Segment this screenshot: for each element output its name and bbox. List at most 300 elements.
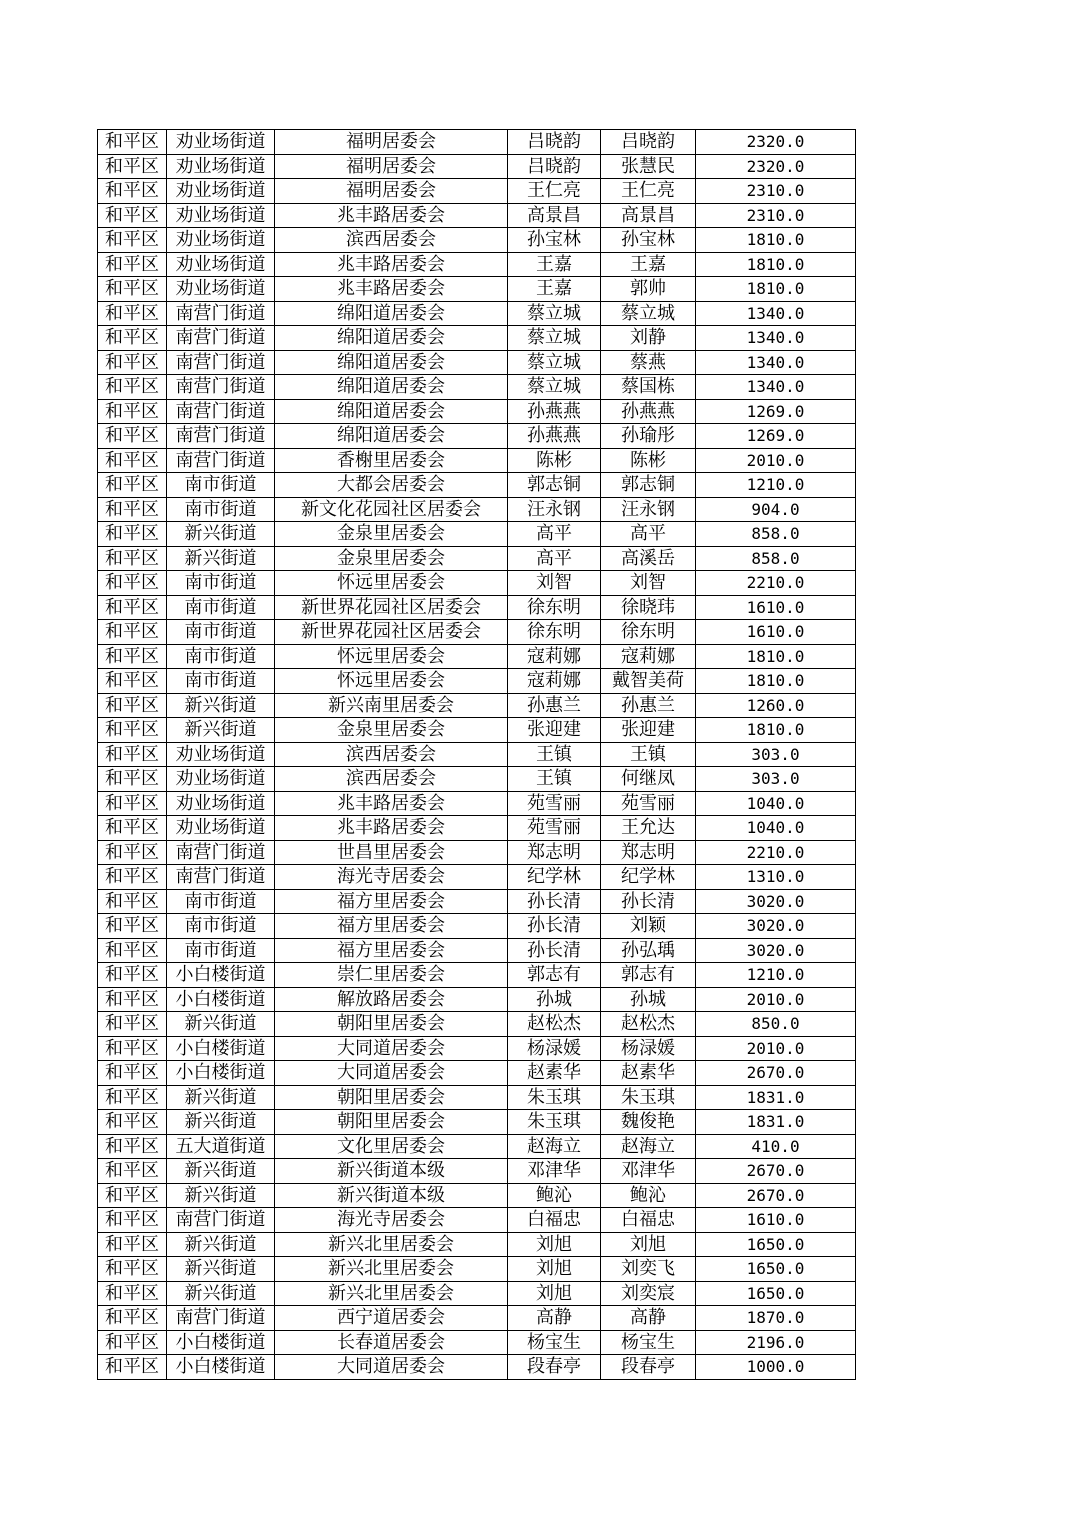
amount-cell: 2010.0	[696, 448, 856, 473]
street-cell: 南市街道	[167, 571, 275, 596]
amount-cell: 2010.0	[696, 1036, 856, 1061]
applicant-cell: 吕晓韵	[508, 154, 601, 179]
amount-cell: 2010.0	[696, 987, 856, 1012]
table-row	[98, 718, 856, 743]
committee-cell: 福方里居委会	[275, 889, 508, 914]
amount-cell: 2310.0	[696, 179, 856, 204]
committee-cell: 滨西居委会	[275, 742, 508, 767]
amount-cell: 2196.0	[696, 1330, 856, 1355]
district-cell: 和平区	[98, 1232, 167, 1257]
amount-cell: 1610.0	[696, 620, 856, 645]
amount-cell: 2210.0	[696, 571, 856, 596]
street-cell: 新兴街道	[167, 1232, 275, 1257]
district-cell: 和平区	[98, 252, 167, 277]
committee-cell: 朝阳里居委会	[275, 1085, 508, 1110]
table-row	[98, 767, 856, 792]
member-cell: 汪永钢	[601, 497, 696, 522]
amount-cell: 1269.0	[696, 399, 856, 424]
table-row	[98, 1134, 856, 1159]
district-cell: 和平区	[98, 791, 167, 816]
applicant-cell: 刘旭	[508, 1232, 601, 1257]
committee-cell: 绵阳道居委会	[275, 399, 508, 424]
committee-cell: 兆丰路居委会	[275, 277, 508, 302]
table-row	[98, 914, 856, 939]
street-cell: 南营门街道	[167, 399, 275, 424]
amount-cell: 1260.0	[696, 693, 856, 718]
committee-cell: 海光寺居委会	[275, 1208, 508, 1233]
district-cell: 和平区	[98, 179, 167, 204]
street-cell: 新兴街道	[167, 1110, 275, 1135]
committee-cell: 文化里居委会	[275, 1134, 508, 1159]
street-cell: 南营门街道	[167, 865, 275, 890]
committee-cell: 新兴北里居委会	[275, 1232, 508, 1257]
street-cell: 南市街道	[167, 620, 275, 645]
member-cell: 蔡国栋	[601, 375, 696, 400]
district-cell: 和平区	[98, 1085, 167, 1110]
committee-cell: 新兴南里居委会	[275, 693, 508, 718]
table-row	[98, 473, 856, 498]
table-row	[98, 571, 856, 596]
street-cell: 南营门街道	[167, 448, 275, 473]
committee-cell: 崇仁里居委会	[275, 963, 508, 988]
street-cell: 劝业场街道	[167, 252, 275, 277]
district-cell: 和平区	[98, 718, 167, 743]
street-cell: 新兴街道	[167, 1257, 275, 1282]
applicant-cell: 苑雪丽	[508, 816, 601, 841]
applicant-cell: 孙宝林	[508, 228, 601, 253]
committee-cell: 兆丰路居委会	[275, 816, 508, 841]
street-cell: 新兴街道	[167, 1085, 275, 1110]
street-cell: 劝业场街道	[167, 228, 275, 253]
table-row	[98, 742, 856, 767]
applicant-cell: 邓津华	[508, 1159, 601, 1184]
member-cell: 高景昌	[601, 203, 696, 228]
committee-cell: 怀远里居委会	[275, 571, 508, 596]
applicant-cell: 高平	[508, 522, 601, 547]
district-cell: 和平区	[98, 669, 167, 694]
committee-cell: 新兴北里居委会	[275, 1281, 508, 1306]
table-row	[98, 326, 856, 351]
table-row	[98, 399, 856, 424]
street-cell: 劝业场街道	[167, 767, 275, 792]
street-cell: 劝业场街道	[167, 277, 275, 302]
district-cell: 和平区	[98, 326, 167, 351]
district-cell: 和平区	[98, 987, 167, 1012]
committee-cell: 福方里居委会	[275, 938, 508, 963]
amount-cell: 1310.0	[696, 865, 856, 890]
amount-cell: 1210.0	[696, 963, 856, 988]
applicant-cell: 郭志有	[508, 963, 601, 988]
district-cell: 和平区	[98, 1330, 167, 1355]
table-row	[98, 252, 856, 277]
committee-cell: 金泉里居委会	[275, 718, 508, 743]
committee-cell: 福明居委会	[275, 130, 508, 155]
amount-cell: 1831.0	[696, 1110, 856, 1135]
amount-cell: 1810.0	[696, 669, 856, 694]
amount-cell: 1040.0	[696, 816, 856, 841]
table-row	[98, 179, 856, 204]
table-row	[98, 791, 856, 816]
district-cell: 和平区	[98, 522, 167, 547]
member-cell: 刘奕宸	[601, 1281, 696, 1306]
table-row	[98, 1159, 856, 1184]
applicant-cell: 孙城	[508, 987, 601, 1012]
amount-cell: 303.0	[696, 742, 856, 767]
applicant-cell: 纪学林	[508, 865, 601, 890]
street-cell: 南市街道	[167, 473, 275, 498]
district-cell: 和平区	[98, 424, 167, 449]
table-row	[98, 375, 856, 400]
member-cell: 徐东明	[601, 620, 696, 645]
applicant-cell: 郭志铜	[508, 473, 601, 498]
district-cell: 和平区	[98, 350, 167, 375]
table-row	[98, 644, 856, 669]
member-cell: 鲍沁	[601, 1183, 696, 1208]
table-row	[98, 1257, 856, 1282]
table-row	[98, 620, 856, 645]
district-cell: 和平区	[98, 301, 167, 326]
district-cell: 和平区	[98, 1183, 167, 1208]
committee-cell: 绵阳道居委会	[275, 424, 508, 449]
committee-cell: 福明居委会	[275, 154, 508, 179]
table-row	[98, 130, 856, 155]
committee-cell: 海光寺居委会	[275, 865, 508, 890]
street-cell: 南营门街道	[167, 840, 275, 865]
street-cell: 南市街道	[167, 889, 275, 914]
member-cell: 高平	[601, 522, 696, 547]
district-cell: 和平区	[98, 203, 167, 228]
amount-cell: 2310.0	[696, 203, 856, 228]
applicant-cell: 蔡立城	[508, 375, 601, 400]
committee-cell: 长春道居委会	[275, 1330, 508, 1355]
district-cell: 和平区	[98, 277, 167, 302]
amount-cell: 1650.0	[696, 1232, 856, 1257]
applicant-cell: 刘智	[508, 571, 601, 596]
committee-cell: 香榭里居委会	[275, 448, 508, 473]
member-cell: 朱玉琪	[601, 1085, 696, 1110]
table-row	[98, 865, 856, 890]
amount-cell: 2670.0	[696, 1183, 856, 1208]
amount-cell: 2320.0	[696, 154, 856, 179]
district-cell: 和平区	[98, 816, 167, 841]
member-cell: 杨宝生	[601, 1330, 696, 1355]
table-row	[98, 277, 856, 302]
street-cell: 新兴街道	[167, 546, 275, 571]
street-cell: 小白楼街道	[167, 963, 275, 988]
street-cell: 南营门街道	[167, 375, 275, 400]
district-cell: 和平区	[98, 963, 167, 988]
street-cell: 小白楼街道	[167, 1061, 275, 1086]
member-cell: 赵松杰	[601, 1012, 696, 1037]
committee-cell: 怀远里居委会	[275, 669, 508, 694]
committee-cell: 福方里居委会	[275, 914, 508, 939]
applicant-cell: 孙长清	[508, 889, 601, 914]
amount-cell: 1340.0	[696, 375, 856, 400]
table-row	[98, 448, 856, 473]
table-row	[98, 497, 856, 522]
table-row	[98, 889, 856, 914]
applicant-cell: 孙燕燕	[508, 424, 601, 449]
applicant-cell: 王嘉	[508, 277, 601, 302]
data-table	[97, 129, 856, 1380]
applicant-cell: 王仁亮	[508, 179, 601, 204]
amount-cell: 1340.0	[696, 301, 856, 326]
applicant-cell: 鲍沁	[508, 1183, 601, 1208]
member-cell: 刘静	[601, 326, 696, 351]
committee-cell: 朝阳里居委会	[275, 1110, 508, 1135]
table-row	[98, 1110, 856, 1135]
district-cell: 和平区	[98, 228, 167, 253]
street-cell: 新兴街道	[167, 1183, 275, 1208]
district-cell: 和平区	[98, 154, 167, 179]
amount-cell: 1269.0	[696, 424, 856, 449]
committee-cell: 金泉里居委会	[275, 546, 508, 571]
member-cell: 戴智美荷	[601, 669, 696, 694]
street-cell: 南营门街道	[167, 1306, 275, 1331]
member-cell: 邓津华	[601, 1159, 696, 1184]
amount-cell: 1810.0	[696, 644, 856, 669]
applicant-cell: 寇莉娜	[508, 669, 601, 694]
street-cell: 小白楼街道	[167, 1036, 275, 1061]
table-row	[98, 1036, 856, 1061]
amount-cell: 1810.0	[696, 228, 856, 253]
amount-cell: 3020.0	[696, 889, 856, 914]
committee-cell: 福明居委会	[275, 179, 508, 204]
member-cell: 孙弘瑀	[601, 938, 696, 963]
amount-cell: 2670.0	[696, 1061, 856, 1086]
district-cell: 和平区	[98, 1257, 167, 1282]
member-cell: 孙瑜彤	[601, 424, 696, 449]
table-row	[98, 816, 856, 841]
member-cell: 杨渌媛	[601, 1036, 696, 1061]
committee-cell: 西宁道居委会	[275, 1306, 508, 1331]
amount-cell: 904.0	[696, 497, 856, 522]
street-cell: 南营门街道	[167, 424, 275, 449]
amount-cell: 3020.0	[696, 938, 856, 963]
applicant-cell: 张迎建	[508, 718, 601, 743]
member-cell: 寇莉娜	[601, 644, 696, 669]
applicant-cell: 汪永钢	[508, 497, 601, 522]
table-row	[98, 522, 856, 547]
district-cell: 和平区	[98, 620, 167, 645]
committee-cell: 新世界花园社区居委会	[275, 620, 508, 645]
member-cell: 郭帅	[601, 277, 696, 302]
committee-cell: 绵阳道居委会	[275, 350, 508, 375]
member-cell: 何继凤	[601, 767, 696, 792]
amount-cell: 858.0	[696, 522, 856, 547]
member-cell: 王允达	[601, 816, 696, 841]
table-row	[98, 1330, 856, 1355]
table-row	[98, 693, 856, 718]
committee-cell: 滨西居委会	[275, 228, 508, 253]
member-cell: 吕晓韵	[601, 130, 696, 155]
street-cell: 新兴街道	[167, 1281, 275, 1306]
committee-cell: 世昌里居委会	[275, 840, 508, 865]
committee-cell: 兆丰路居委会	[275, 203, 508, 228]
table-row	[98, 1012, 856, 1037]
amount-cell: 1650.0	[696, 1257, 856, 1282]
applicant-cell: 赵素华	[508, 1061, 601, 1086]
applicant-cell: 苑雪丽	[508, 791, 601, 816]
member-cell: 刘智	[601, 571, 696, 596]
amount-cell: 1810.0	[696, 718, 856, 743]
table-row	[98, 1306, 856, 1331]
district-cell: 和平区	[98, 767, 167, 792]
table-row	[98, 840, 856, 865]
member-cell: 张迎建	[601, 718, 696, 743]
table-row	[98, 1355, 856, 1380]
committee-cell: 大同道居委会	[275, 1036, 508, 1061]
street-cell: 南营门街道	[167, 350, 275, 375]
table-row	[98, 1208, 856, 1233]
amount-cell: 2210.0	[696, 840, 856, 865]
member-cell: 王仁亮	[601, 179, 696, 204]
committee-cell: 大同道居委会	[275, 1061, 508, 1086]
district-cell: 和平区	[98, 1012, 167, 1037]
district-cell: 和平区	[98, 693, 167, 718]
table-row	[98, 963, 856, 988]
amount-cell: 410.0	[696, 1134, 856, 1159]
table-row	[98, 1085, 856, 1110]
amount-cell: 1000.0	[696, 1355, 856, 1380]
table-row	[98, 301, 856, 326]
committee-cell: 大同道居委会	[275, 1355, 508, 1380]
member-cell: 魏俊艳	[601, 1110, 696, 1135]
district-cell: 和平区	[98, 1306, 167, 1331]
member-cell: 郭志有	[601, 963, 696, 988]
amount-cell: 1040.0	[696, 791, 856, 816]
amount-cell: 2320.0	[696, 130, 856, 155]
district-cell: 和平区	[98, 889, 167, 914]
district-cell: 和平区	[98, 1134, 167, 1159]
member-cell: 徐晓玮	[601, 595, 696, 620]
committee-cell: 怀远里居委会	[275, 644, 508, 669]
member-cell: 纪学林	[601, 865, 696, 890]
committee-cell: 绵阳道居委会	[275, 301, 508, 326]
street-cell: 劝业场街道	[167, 130, 275, 155]
applicant-cell: 高静	[508, 1306, 601, 1331]
amount-cell: 1210.0	[696, 473, 856, 498]
district-cell: 和平区	[98, 1355, 167, 1380]
district-cell: 和平区	[98, 375, 167, 400]
amount-cell: 3020.0	[696, 914, 856, 939]
committee-cell: 新兴北里居委会	[275, 1257, 508, 1282]
amount-cell: 1650.0	[696, 1281, 856, 1306]
street-cell: 五大道街道	[167, 1134, 275, 1159]
street-cell: 南营门街道	[167, 1208, 275, 1233]
district-cell: 和平区	[98, 546, 167, 571]
street-cell: 南市街道	[167, 644, 275, 669]
street-cell: 新兴街道	[167, 522, 275, 547]
table-row	[98, 1061, 856, 1086]
street-cell: 小白楼街道	[167, 1355, 275, 1380]
committee-cell: 新世界花园社区居委会	[275, 595, 508, 620]
amount-cell: 1810.0	[696, 277, 856, 302]
applicant-cell: 赵海立	[508, 1134, 601, 1159]
committee-cell: 朝阳里居委会	[275, 1012, 508, 1037]
committee-cell: 新兴街道本级	[275, 1183, 508, 1208]
district-cell: 和平区	[98, 644, 167, 669]
amount-cell: 1810.0	[696, 252, 856, 277]
district-cell: 和平区	[98, 742, 167, 767]
member-cell: 孙惠兰	[601, 693, 696, 718]
committee-cell: 新兴街道本级	[275, 1159, 508, 1184]
amount-cell: 1610.0	[696, 595, 856, 620]
member-cell: 段春亭	[601, 1355, 696, 1380]
district-cell: 和平区	[98, 497, 167, 522]
amount-cell: 303.0	[696, 767, 856, 792]
street-cell: 新兴街道	[167, 1012, 275, 1037]
member-cell: 赵海立	[601, 1134, 696, 1159]
member-cell: 刘旭	[601, 1232, 696, 1257]
amount-cell: 1870.0	[696, 1306, 856, 1331]
table-row	[98, 987, 856, 1012]
applicant-cell: 杨渌媛	[508, 1036, 601, 1061]
street-cell: 劝业场街道	[167, 179, 275, 204]
applicant-cell: 高平	[508, 546, 601, 571]
applicant-cell: 赵松杰	[508, 1012, 601, 1037]
applicant-cell: 杨宝生	[508, 1330, 601, 1355]
street-cell: 新兴街道	[167, 693, 275, 718]
committee-cell: 大都会居委会	[275, 473, 508, 498]
applicant-cell: 高景昌	[508, 203, 601, 228]
applicant-cell: 段春亭	[508, 1355, 601, 1380]
applicant-cell: 郑志明	[508, 840, 601, 865]
street-cell: 南市街道	[167, 497, 275, 522]
committee-cell: 金泉里居委会	[275, 522, 508, 547]
district-cell: 和平区	[98, 399, 167, 424]
amount-cell: 1340.0	[696, 326, 856, 351]
street-cell: 小白楼街道	[167, 987, 275, 1012]
district-cell: 和平区	[98, 840, 167, 865]
member-cell: 赵素华	[601, 1061, 696, 1086]
member-cell: 高溪岳	[601, 546, 696, 571]
street-cell: 劝业场街道	[167, 742, 275, 767]
committee-cell: 绵阳道居委会	[275, 375, 508, 400]
applicant-cell: 刘旭	[508, 1257, 601, 1282]
member-cell: 孙长清	[601, 889, 696, 914]
member-cell: 陈彬	[601, 448, 696, 473]
applicant-cell: 王镇	[508, 767, 601, 792]
district-cell: 和平区	[98, 1036, 167, 1061]
applicant-cell: 朱玉琪	[508, 1085, 601, 1110]
district-cell: 和平区	[98, 473, 167, 498]
amount-cell: 850.0	[696, 1012, 856, 1037]
applicant-cell: 孙惠兰	[508, 693, 601, 718]
district-cell: 和平区	[98, 914, 167, 939]
amount-cell: 858.0	[696, 546, 856, 571]
amount-cell: 1340.0	[696, 350, 856, 375]
committee-cell: 滨西居委会	[275, 767, 508, 792]
table-row	[98, 1281, 856, 1306]
applicant-cell: 蔡立城	[508, 326, 601, 351]
applicant-cell: 寇莉娜	[508, 644, 601, 669]
amount-cell: 1610.0	[696, 1208, 856, 1233]
applicant-cell: 王嘉	[508, 252, 601, 277]
district-cell: 和平区	[98, 1281, 167, 1306]
applicant-cell: 王镇	[508, 742, 601, 767]
member-cell: 孙城	[601, 987, 696, 1012]
district-cell: 和平区	[98, 1110, 167, 1135]
member-cell: 高静	[601, 1306, 696, 1331]
applicant-cell: 刘旭	[508, 1281, 601, 1306]
applicant-cell: 白福忠	[508, 1208, 601, 1233]
district-cell: 和平区	[98, 1061, 167, 1086]
member-cell: 白福忠	[601, 1208, 696, 1233]
applicant-cell: 孙燕燕	[508, 399, 601, 424]
district-cell: 和平区	[98, 1208, 167, 1233]
street-cell: 劝业场街道	[167, 154, 275, 179]
